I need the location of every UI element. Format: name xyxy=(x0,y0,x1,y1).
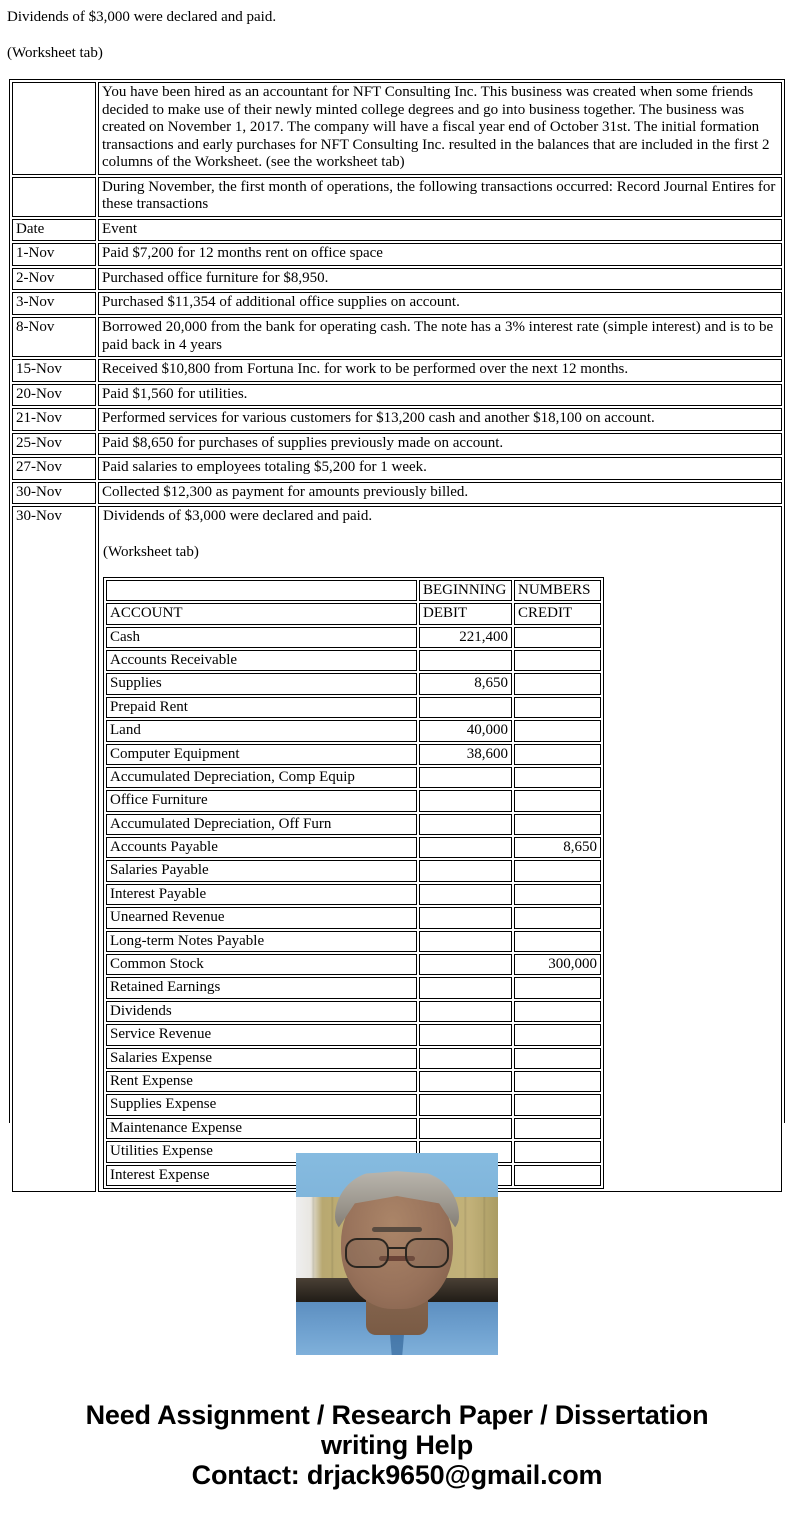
avatar-lens-right xyxy=(405,1238,449,1268)
transaction-date: 15-Nov xyxy=(12,359,96,382)
worksheet-row xyxy=(106,860,601,881)
table-row xyxy=(12,292,782,315)
table-row xyxy=(12,433,782,456)
worksheet-credit-value xyxy=(514,1141,601,1162)
worksheet-account-name: Accumulated Depreciation, Comp Equip xyxy=(106,767,417,788)
worksheet-column-header-row xyxy=(106,603,601,624)
transaction-date: 1-Nov xyxy=(12,243,96,266)
worksheet-group-beginning: BEGINNING xyxy=(419,580,512,601)
worksheet-row xyxy=(106,650,601,671)
worksheet-debit-value xyxy=(419,954,512,975)
worksheet-credit-value xyxy=(514,1118,601,1139)
worksheet-debit-value xyxy=(419,814,512,835)
worksheet-row xyxy=(106,720,601,741)
worksheet-account-name: Salaries Payable xyxy=(106,860,417,881)
assignment-table xyxy=(10,80,784,1194)
scenario-date-cell xyxy=(12,82,96,175)
intro-paragraph-dividends: Dividends of $3,000 were declared and paid. xyxy=(7,9,277,25)
worksheet-row xyxy=(106,977,601,998)
table-row xyxy=(12,243,782,266)
worksheet-credit-value xyxy=(514,907,601,928)
worksheet-account-name: Utilities Expense xyxy=(106,1141,417,1162)
worksheet-account-name: Cash xyxy=(106,627,417,648)
worksheet-debit-value xyxy=(419,1071,512,1092)
transaction-date: 3-Nov xyxy=(12,292,96,315)
table-row xyxy=(12,317,782,357)
worksheet-account-name: Accounts Payable xyxy=(106,837,417,858)
worksheet-credit-value xyxy=(514,790,601,811)
worksheet-row xyxy=(106,790,601,811)
worksheet-account-name: Salaries Expense xyxy=(106,1048,417,1069)
worksheet-debit-value xyxy=(419,931,512,952)
worksheet-group-header-row xyxy=(106,580,601,601)
transaction-event: Borrowed 20,000 from the bank for operating cash. The note has a 3% interest rate (simple interest) and is to be paid back in 4 years xyxy=(98,317,782,357)
transaction-event: Paid $8,650 for purchases of supplies previously made on account. xyxy=(98,433,782,456)
avatar-glasses-bridge xyxy=(387,1247,407,1249)
worksheet-cell xyxy=(98,506,782,1192)
worksheet-row xyxy=(106,907,601,928)
table-row xyxy=(12,384,782,407)
worksheet-header-credit: CREDIT xyxy=(514,603,601,624)
worksheet-credit-value xyxy=(514,884,601,905)
table-row-header xyxy=(12,219,782,242)
transaction-event: Paid salaries to employees totaling $5,200 for 1 week. xyxy=(98,457,782,480)
footer-contact-email: Contact: drjack9650@gmail.com xyxy=(191,1460,603,1491)
worksheet-table-body xyxy=(106,580,601,1186)
worksheet-debit-value: 8,650 xyxy=(419,673,512,694)
worksheet-account-name: Office Furniture xyxy=(106,790,417,811)
worksheet-debit-value: 38,600 xyxy=(419,744,512,765)
table-row-scenario xyxy=(12,82,782,175)
intro-paragraph-worksheet-tab: (Worksheet tab) xyxy=(7,44,103,61)
worksheet-credit-value xyxy=(514,860,601,881)
worksheet-debit-value xyxy=(419,1048,512,1069)
worksheet-row xyxy=(106,697,601,718)
table-row-instruction xyxy=(12,177,782,217)
worksheet-credit-value xyxy=(514,1094,601,1115)
worksheet-row xyxy=(106,627,601,648)
worksheet-debit-value xyxy=(419,650,512,671)
worksheet-group-blank xyxy=(106,580,417,601)
worksheet-debit-value: 221,400 xyxy=(419,627,512,648)
worksheet-row xyxy=(106,1024,601,1045)
worksheet-group-numbers: NUMBERS xyxy=(514,580,601,601)
transaction-date: 30-Nov xyxy=(12,482,96,505)
worksheet-row xyxy=(106,1094,601,1115)
transaction-date: 8-Nov xyxy=(12,317,96,357)
transaction-date: 20-Nov xyxy=(12,384,96,407)
scenario-text-cell: You have been hired as an accountant for NFT Consulting Inc. This business was created when some friends decided to make use of their newly minted college degrees and go into business together. The business was created on November 1, 2017. The company will have a fiscal year end of October 31st. The initial formation transactions and early purchases for NFT Consulting Inc. resulted in the balances that are included in the first 2 columns of the Worksheet. (see the worksheet tab) xyxy=(98,82,782,175)
worksheet-row xyxy=(106,1118,601,1139)
table-row xyxy=(12,268,782,291)
worksheet-debit-value xyxy=(419,884,512,905)
assignment-table-container xyxy=(9,79,785,1183)
worksheet-credit-value xyxy=(514,650,601,671)
worksheet-intro-tab: (Worksheet tab) xyxy=(103,544,199,561)
table-row-worksheet xyxy=(12,506,782,1192)
table-row xyxy=(12,482,782,505)
worksheet-account-name: Accumulated Depreciation, Off Furn xyxy=(106,814,417,835)
worksheet-account-name: Land xyxy=(106,720,417,741)
worksheet-row xyxy=(106,1001,601,1022)
assignment-table-body xyxy=(12,82,782,1192)
worksheet-credit-value xyxy=(514,767,601,788)
worksheet-credit-value xyxy=(514,1001,601,1022)
worksheet-debit-value xyxy=(419,697,512,718)
worksheet-credit-value xyxy=(514,1048,601,1069)
worksheet-debit-value xyxy=(419,860,512,881)
footer-line-1: Need Assignment / Research Paper / Dissertation xyxy=(85,1400,709,1430)
transaction-date: 27-Nov xyxy=(12,457,96,480)
worksheet-credit-value xyxy=(514,1165,601,1186)
footer-promo xyxy=(0,1400,794,1491)
column-header-date: Date xyxy=(12,219,96,242)
transaction-event: Paid $7,200 for 12 months rent on office space xyxy=(98,243,782,266)
worksheet-credit-value xyxy=(514,1024,601,1045)
worksheet-header-account: ACCOUNT xyxy=(106,603,417,624)
worksheet-intro-dividends: Dividends of $3,000 were declared and paid. xyxy=(103,508,373,525)
table-row xyxy=(12,408,782,431)
transaction-event: Paid $1,560 for utilities. xyxy=(98,384,782,407)
table-row xyxy=(12,457,782,480)
transaction-date: 25-Nov xyxy=(12,433,96,456)
transaction-event: Collected $12,300 as payment for amounts previously billed. xyxy=(98,482,782,505)
worksheet-credit-value: 300,000 xyxy=(514,954,601,975)
table-row xyxy=(12,359,782,382)
avatar-lens-left xyxy=(345,1238,389,1268)
worksheet-row xyxy=(106,767,601,788)
worksheet-row-date: 30-Nov xyxy=(12,506,96,1192)
worksheet-debit-value xyxy=(419,790,512,811)
worksheet-credit-value xyxy=(514,1071,601,1092)
worksheet-debit-value xyxy=(419,1024,512,1045)
worksheet-account-name: Unearned Revenue xyxy=(106,907,417,928)
worksheet-table xyxy=(103,577,604,1189)
worksheet-row xyxy=(106,931,601,952)
worksheet-account-name: Maintenance Expense xyxy=(106,1118,417,1139)
worksheet-account-name: Interest Payable xyxy=(106,884,417,905)
transaction-event: Purchased office furniture for $8,950. xyxy=(98,268,782,291)
transaction-date: 21-Nov xyxy=(12,408,96,431)
worksheet-debit-value xyxy=(419,1094,512,1115)
worksheet-row xyxy=(106,673,601,694)
worksheet-debit-value xyxy=(419,1118,512,1139)
worksheet-debit-value: 40,000 xyxy=(419,720,512,741)
column-header-event: Event xyxy=(98,219,782,242)
worksheet-credit-value xyxy=(514,814,601,835)
worksheet-account-name: Service Revenue xyxy=(106,1024,417,1045)
worksheet-debit-value xyxy=(419,977,512,998)
worksheet-account-name: Interest Expense xyxy=(106,1165,417,1186)
worksheet-account-name: Computer Equipment xyxy=(106,744,417,765)
instruction-date-cell xyxy=(12,177,96,217)
worksheet-debit-value xyxy=(419,767,512,788)
transaction-event: Performed services for various customers for $13,200 cash and another $18,100 on account. xyxy=(98,408,782,431)
worksheet-account-name: Dividends xyxy=(106,1001,417,1022)
avatar-eyebrow-right xyxy=(388,1227,422,1232)
worksheet-credit-value xyxy=(514,931,601,952)
worksheet-debit-value xyxy=(419,837,512,858)
worksheet-account-name: Common Stock xyxy=(106,954,417,975)
worksheet-account-name: Supplies Expense xyxy=(106,1094,417,1115)
worksheet-header-debit: DEBIT xyxy=(419,603,512,624)
worksheet-credit-value xyxy=(514,720,601,741)
worksheet-row xyxy=(106,1048,601,1069)
transaction-date: 2-Nov xyxy=(12,268,96,291)
worksheet-row xyxy=(106,884,601,905)
worksheet-row xyxy=(106,954,601,975)
worksheet-debit-value xyxy=(419,907,512,928)
worksheet-account-name: Long-term Notes Payable xyxy=(106,931,417,952)
worksheet-credit-value xyxy=(514,744,601,765)
worksheet-debit-value xyxy=(419,1001,512,1022)
worksheet-credit-value xyxy=(514,697,601,718)
worksheet-row xyxy=(106,1071,601,1092)
footer-line-2: writing Help xyxy=(320,1430,474,1461)
worksheet-account-name: Prepaid Rent xyxy=(106,697,417,718)
worksheet-account-name: Rent Expense xyxy=(106,1071,417,1092)
worksheet-credit-value xyxy=(514,627,601,648)
worksheet-credit-value xyxy=(514,673,601,694)
worksheet-account-name: Supplies xyxy=(106,673,417,694)
avatar xyxy=(296,1153,498,1355)
worksheet-account-name: Accounts Receivable xyxy=(106,650,417,671)
worksheet-row xyxy=(106,837,601,858)
worksheet-account-name: Retained Earnings xyxy=(106,977,417,998)
worksheet-row xyxy=(106,814,601,835)
worksheet-credit-value: 8,650 xyxy=(514,837,601,858)
worksheet-credit-value xyxy=(514,977,601,998)
transaction-event: Purchased $11,354 of additional office supplies on account. xyxy=(98,292,782,315)
instruction-text-cell: During November, the first month of operations, the following transactions occurred: Record Journal Entires for these transactions xyxy=(98,177,782,217)
transaction-event: Received $10,800 from Fortuna Inc. for work to be performed over the next 12 months. xyxy=(98,359,782,382)
worksheet-row xyxy=(106,744,601,765)
glasses-icon xyxy=(345,1238,449,1264)
